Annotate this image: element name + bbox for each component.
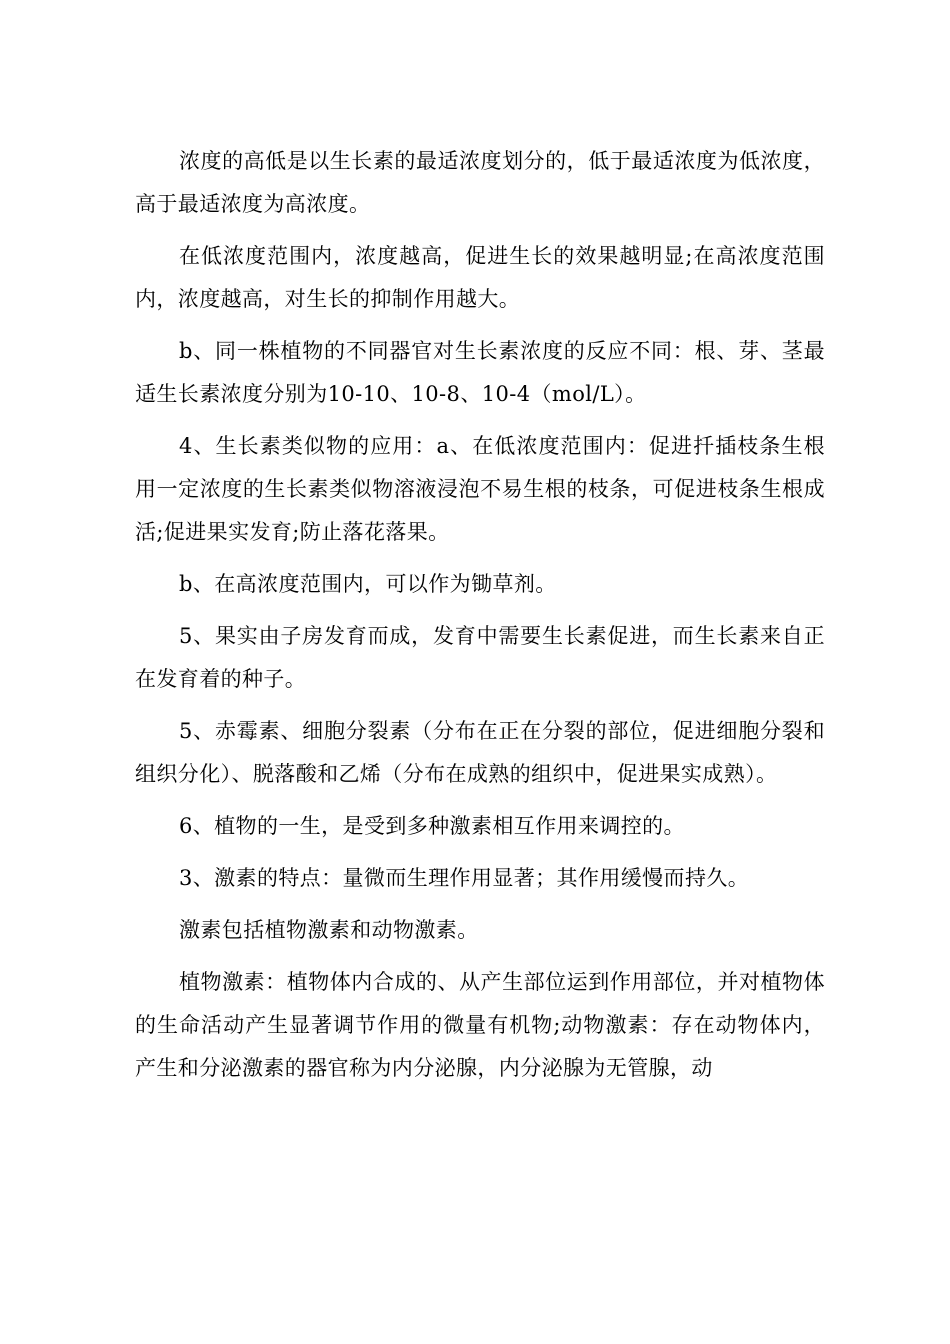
paragraph-auxin-concentration-definition: 浓度的高低是以生长素的最适浓度划分的，低于最适浓度为低浓度，高于最适浓度为高浓度。 (135, 149, 825, 216)
document-body (135, 140, 825, 1099)
paragraph-hormone-types: 激素包括植物激素和动物激素。 (179, 918, 479, 942)
paragraph-hormone-features: 3、激素的特点：量微而生理作用显著；其作用缓慢而持久。 (179, 866, 750, 890)
paragraph-organ-sensitivity: b、同一株植物的不同器官对生长素浓度的反应不同：根、芽、茎最适生长素浓度分别为10-10、10-8、10-4（mol/L）。 (135, 339, 825, 406)
paragraph-auxin-analog-application: 4、生长素类似物的应用：a、在低浓度范围内：促进扦插枝条生根用一定浓度的生长素类似物溶液浸泡不易生根的枝条，可促进枝条生根成活;促进果实发育;防止落花落果。 (135, 434, 825, 544)
paragraph-fruit-development: 5、果实由子房发育而成，发育中需要生长素促进，而生长素来自正在发育着的种子。 (135, 624, 825, 691)
paragraph-other-hormones: 5、赤霉素、细胞分裂素（分布在正在分裂的部位，促进细胞分裂和组织分化）、脱落酸和乙烯（分布在成熟的组织中，促进果实成熟）。 (135, 719, 825, 786)
paragraph-plant-animal-hormones: 植物激素：植物体内合成的、从产生部位运到作用部位，并对植物体的生命活动产生显著调节作用的微量有机物;动物激素：存在动物体内，产生和分泌激素的器官称为内分泌腺，内分泌腺为无管腺，动 (135, 970, 825, 1080)
paragraph-herbicide-use: b、在高浓度范围内，可以作为锄草剂。 (179, 572, 557, 596)
paragraph-concentration-effect: 在低浓度范围内，浓度越高，促进生长的效果越明显;在高浓度范围内，浓度越高，对生长的抑制作用越大。 (135, 244, 825, 311)
paragraph-hormone-interaction: 6、植物的一生，是受到多种激素相互作用来调控的。 (179, 814, 685, 838)
